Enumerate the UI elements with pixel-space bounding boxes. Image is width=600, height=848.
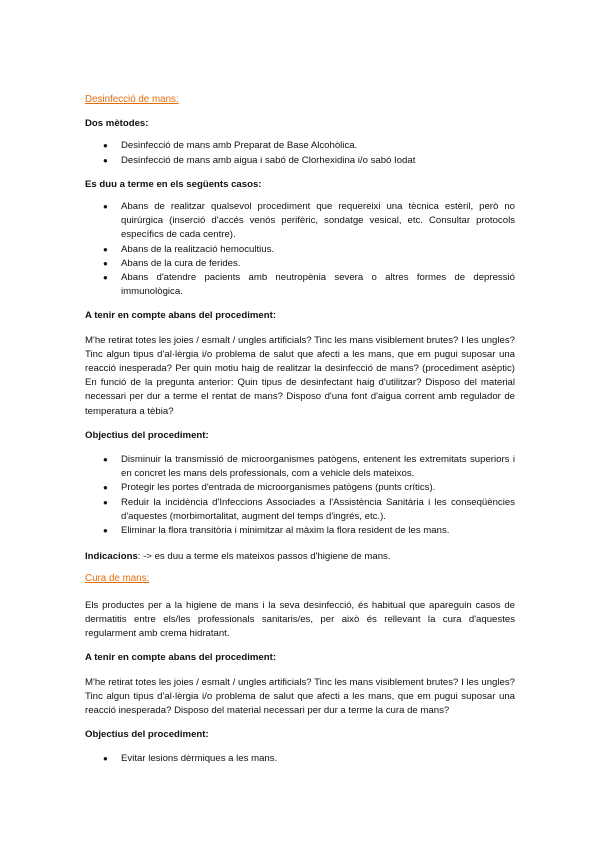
bullet-icon: ● — [103, 273, 108, 283]
cura-intro-paragraph: Els productes per a la higiene de mans i la seva desinfecció, és habitual que apareguin casos de dermatitis entre els/les professionals sanitaris/es, per això és rellevant la cura d'aquestes regularment amb crema hidratant. — [85, 599, 515, 640]
cura-tenir-paragraph: M'he retirat totes les joies / esmalt / ungles artificials? Tinc les mans visiblement brutes? I les ungles? Tinc algun tipus d'al·lèrgia i/o problema de salut que afecti a les mans, que em pugui suposar una reacció inesperada? Disposo del material necessari per dur a terme la cura de mans? — [85, 676, 515, 716]
tenir-heading: A tenir en compte abans del procediment: — [85, 310, 277, 322]
bullet-icon: ● — [103, 202, 108, 212]
bullet-icon: ● — [103, 526, 108, 536]
list-item: ● Evitar lesions dèrmiques a les mans. — [85, 752, 515, 766]
bullet-icon: ● — [103, 141, 108, 151]
tenir-paragraph: M'he retirat totes les joies / esmalt / ungles artificials? Tinc les mans visiblement brutes? I les ungles? Tinc algun tipus d'al·lèrgia i/o problema de salut que afecti a les mans, que em pugui suposar una reacció inesperada? Per quin motiu haig de realitzar la desinfecció de mans? (procediment asèptic) En funció de la pregunta anterior: Quin tipus de desinfectant haig d'utilitzar? Disposo del material necessari per dur a terme el rentat de mans? Disposo d'una font d'aigua corrent amb regulador de temperatura a tèbia? — [85, 334, 515, 417]
indicacions-label: Indicacions — [85, 551, 138, 563]
objectius-heading: Objectius del procediment: — [85, 429, 209, 441]
bullet-icon: ● — [103, 155, 108, 165]
list-item: ● Abans de la realització hemocultius. — [85, 243, 515, 257]
list-item: ● Abans de realitzar qualsevol procediment que requereixi una tècnica estèril, però no quirúrgica (inserció d'accés venós perifèric, sondatge vesical, etc. Consultar protocols específics de cada centre). — [103, 201, 515, 241]
indicacions-text: : -> es duu a terme els mateixos passos d'higiene de mans. — [137, 551, 391, 563]
bullet-icon: ● — [103, 754, 108, 764]
bullet-icon: ● — [103, 244, 108, 254]
casos-heading: Es duu a terme en els següents casos: — [85, 178, 262, 190]
list-item: ● Abans de la cura de ferides. — [85, 257, 515, 271]
casos-list — [85, 200, 515, 299]
section-title-cura[interactable]: Cura de mans: — [85, 573, 150, 585]
cura-tenir-heading: A tenir en compte abans del procediment: — [85, 652, 277, 664]
document-content — [85, 93, 515, 767]
metodes-heading: Dos mètodes: — [85, 118, 149, 130]
bullet-icon: ● — [103, 497, 108, 507]
list-item: ● Disminuir la transmissió de microorganismes patògens, entenent les extremitats superiors i en concret les mans dels professionals, com a vehicle dels mateixos. — [103, 454, 515, 480]
bullet-icon: ● — [103, 258, 108, 268]
list-item: ● Abans d'atendre pacients amb neutropènia severa o altres formes de depressió immunològica. — [103, 272, 515, 298]
list-item: ● Desinfecció de mans amb Preparat de Base Alcohòlica. — [85, 139, 515, 153]
list-item: ● Eliminar la flora transitòria i minimitzar al màxim la flora resident de les mans. — [85, 524, 515, 538]
cura-objectius-list — [85, 752, 515, 766]
bullet-icon: ● — [103, 455, 108, 465]
list-item: ● Protegir les portes d'entrada de microorganismes patògens (punts crítics). — [85, 481, 515, 495]
bullet-icon: ● — [103, 483, 108, 493]
metodes-list — [85, 139, 515, 167]
indicacions-line — [85, 550, 515, 564]
section-title-desinfeccio[interactable]: Desinfecció de mans: — [85, 94, 179, 105]
cura-objectius-heading: Objectius del procediment: — [85, 729, 209, 741]
list-item: ● Reduir la incidència d'Infeccions Associades a l'Assistència Sanitària i les conseqüències d'aquestes (morbimortalitat, augment del temps d'ingrés, etc.). — [103, 496, 515, 522]
list-item: ● Desinfecció de mans amb aigua i sabó de Clorhexidina i/o sabó Iodat — [85, 154, 515, 168]
objectius-list — [85, 453, 515, 538]
